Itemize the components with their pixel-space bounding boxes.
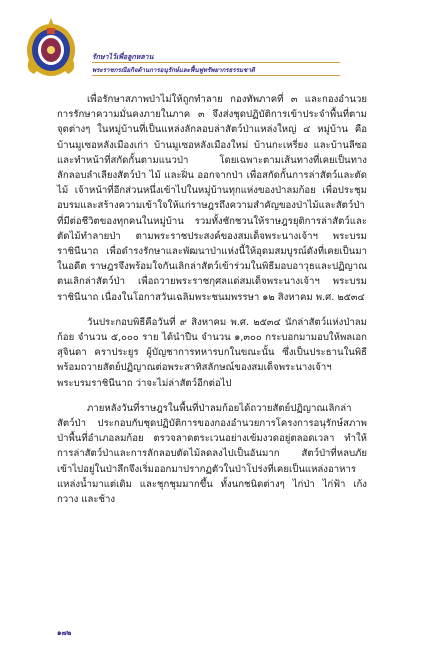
header-title: รักษาไว้เพื่อลูกหลาน xyxy=(92,53,154,61)
header-subtitle: พระราชกรณียกิจด้านการอนุรักษ์และฟื้นฟูทรัพยากรธรรมชาติ xyxy=(92,67,255,74)
article-body xyxy=(57,92,367,517)
header-divider xyxy=(92,62,340,63)
paragraph: วันประกอบพิธีคือวันที่ ๙ สิงหาคม พ.ศ. ๒๕๓๔ นักล่าสัตว์แห่งป่าลมก้อย จำนวน ๕,๐๐๐ ราย ได้นำปืน จำนวน ๑,๓๐๐ กระบอกมามอบให้พลเอก สุจินดา คราประยูร ผู้บัญชาการทหารบกในขณะนั้น ซึ่งเป็นประธานในพิธี พร้อมถวายสัตย์ปฏิญาณต่อพระสาทิสลักษณ์ของสมเด็จพระนางเจ้าฯ พระบรมราชินีนาถ ว่าจะไม่ล่าสัตว์อีกต่อไป xyxy=(57,316,367,389)
page-header xyxy=(0,0,432,90)
royal-emblem-icon xyxy=(22,16,80,78)
paragraph: ภายหลังวันที่ราษฎรในพื้นที่ป่าลมก้อยได้ถวายสัตย์ปฏิญาณเลิกล่าสัตว์ป่า ประกอบกับชุดปฏิบัติการของกองอำนวยการโครงการอนุรักษ์สภาพป่าพื้นที่อำเภอลมก้อย ตรวจลาดตระเวนอย่างเข้มงวดอยู่ตลอดเวลา ทำให้การล่าสัตว์ป่าและการลักลอบตัดไม้ลดลงไปเป็นอันมาก สัตว์ป่าที่หลบภัยเข้าไปอยู่ในป่าลึกจึงเริ่มออกมาปรากฏตัวในป่าโปร่งที่เคยเป็นแหล่งอาหาร แหล่งน้ำมาแต่เดิม และชุกชุมมากขึ้น ทั้งนกชนิดต่างๆ ไก่ป่า ไก่ฟ้า เก้ง กวาง และช้าง xyxy=(57,402,367,506)
header-underline xyxy=(92,75,340,76)
paragraph: เพื่อรักษาสภาพป่าไม่ให้ถูกทำลาย กองทัพภาคที่ ๓ และกองอำนวยการรักษาความมั่นคงภายในภาค ๓ จึงส่งชุดปฏิบัติการเข้าประจำพื้นที่ตามจุดต่างๆ ในหมู่บ้านที่เป็นแหล่งลักลอบล่าสัตว์ป่าแหล่งใหญ่ ๔ หมู่บ้าน คือ บ้านมูเซอหลังเมืองเก่า บ้านมูเซอหลังเมืองใหม่ บ้านกะเหรี่ยง และบ้านลีซอ และทำหน้าที่สกัดกั้นตามแนวป่า โดยเฉพาะตามเส้นทางที่เคยเป็นทางลักลอบลำเลียงสัตว์ป่า ไม้ และฝิ่น ออกจากป่า เพื่อสกัดกั้นการล่าสัตว์และตัดไม้ เจ้าหน้าที่อีกส่วนหนึ่งเข้าไปในหมู่บ้านทุกแห่งของป่าลมก้อย เพื่อประชุมอบรมและสร้างความเข้าใจให้แก่ราษฎรถึงความสำคัญของป่าไม้และสัตว์ป่าที่มีต่อชีวิตของทุกคนในหมู่บ้าน รวมทั้งชักชวนให้ราษฎรยุติการล่าสัตว์และตัดไม้ทำลายป่า ตามพระราชประสงค์ของสมเด็จพระนางเจ้าฯ พระบรมราชินีนาถ เพื่อดำรงรักษาและพัฒนาป่าแห่งนี้ให้อุดมสมบูรณ์ดังที่เคยเป็นมาในอดีต ราษฎรจึงพร้อมใจกันเลิกล่าสัตว์เข้าร่วมในพิธีมอบอาวุธและปฏิญาณตนเลิกล่าสัตว์ป่า เพื่อถวายพระราชกุศลแด่สมเด็จพระนางเจ้าฯ พระบรมราชินีนาถ เนื่องในโอกาสวันเฉลิมพระชนมพรรษา ๑๒ สิงหาคม พ.ศ. ๒๕๓๔ xyxy=(57,94,367,303)
page-number: ๑๗๒ xyxy=(57,629,72,637)
